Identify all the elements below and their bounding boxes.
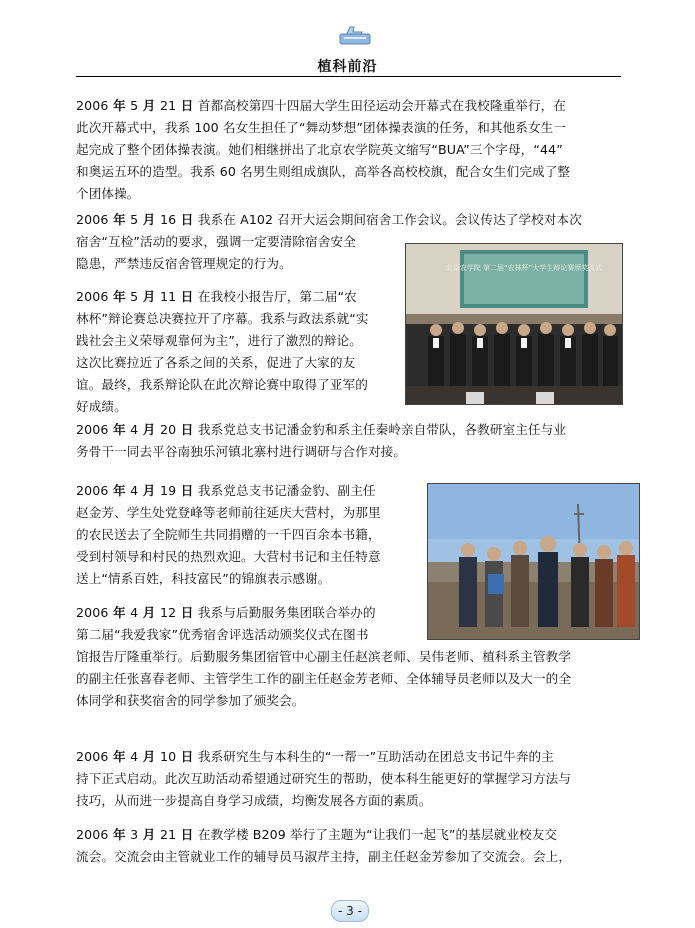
- news-entry: 2006 年 4 月 19 日 我系党总支书记潘金豹、副主任 赵金芳、学生处党登峰等老师前往延庆大营村，为那里 的农民送去了全院师生共同捐赠的一千四百余本书籍， 受到村领导和村民的热烈欢迎。大营村书记和主任特意 送上“情系百姓，科技富民”的锦旗表示感谢。: [76, 483, 381, 586]
- news-entry: 2006 年 4 月 20 日 我系党总支书记潘金豹和系主任秦岭亲自带队，各教研室主任与业 务骨干一同去平谷南独乐河镇北寨村进行调研与合作对接。: [76, 422, 567, 459]
- news-entry: 2006 年 4 月 10 日 我系研究生与本科生的“一帮一”互助活动在团总支书记牛奔的主 持下正式启动。此次互助活动希望通过研究生的帮助，使本科生能更好的掌握学习方法与 技巧，从而进一步提高自身学习成绩，均衡发展各方面的素质。: [76, 749, 572, 808]
- news-entry: 2006 年 5 月 11 日 在我校小报告厅，第二届“农 林杯”辩论赛总决赛拉开了序幕。我系与政法系就“实 践社会主义荣辱观靠何为主”，进行了激烈的辩论。 这次比赛拉近了各系之间的关系，促进了大家的友 谊。最终，我系辩论队在此次辩论赛中取得了亚军的 好成绩。: [76, 289, 369, 414]
- header-logo-icon: [338, 24, 372, 46]
- page-number: - 3 -: [331, 900, 369, 922]
- news-entry: 2006 年 5 月 21 日 首都高校第四十四届大学生田径运动会开幕式在我校隆重举行，在 此次开幕式中，我系 100 名女生担任了“舞动梦想”团体操表演的任务，和其他系女生一 起完成了整个团体操表演。她们相继拼出了北京农学院英文缩写“BUA”三个字母，“44” 和奥运五环的造型。我系 60 名男生则组成旗队，高举各高校校旗，配合女生们完成了整 个团体操。: [76, 98, 571, 201]
- debate-ceremony-photo: [405, 243, 623, 405]
- photo-banner-text: 北京农学院 第二届“农林杯”大学生辩论赛颁奖仪式: [445, 264, 603, 272]
- header-divider: [76, 76, 621, 77]
- news-entry: 2006 年 5 月 16 日 我系在 A102 召开大运会期间宿舍工作会议。会议传达了学校对本次 宿舍“互检”活动的要求，强调一定要清除宿舍安全 隐患，严禁违反宿舍管理规定的行为。: [76, 212, 582, 271]
- news-entry: 2006 年 3 月 21 日 在教学楼 B209 举行了主题为“让我们一起飞”的基层就业校友交 流会。交流会由主管就业工作的辅导员马淑芹主持，副主任赵金芳参加了交流会。会上，: [76, 827, 572, 864]
- news-entry: 2006 年 4 月 12 日 我系与后勤服务集团联合举办的 第二届“我爱我家”优秀宿舍评选活动颁奖仪式在图书 馆报告厅隆重举行。后勤服务集团宿管中心副主任赵滨老师、吴伟老师、植科系主管教学 的副主任张喜春老师、主管学生工作的副主任赵金芳老师、全体辅导员老师以及大一的全 体同学和获奖宿舍的同学参加了颁奖会。: [76, 605, 572, 708]
- page-header-title: 植科前沿: [317, 59, 378, 75]
